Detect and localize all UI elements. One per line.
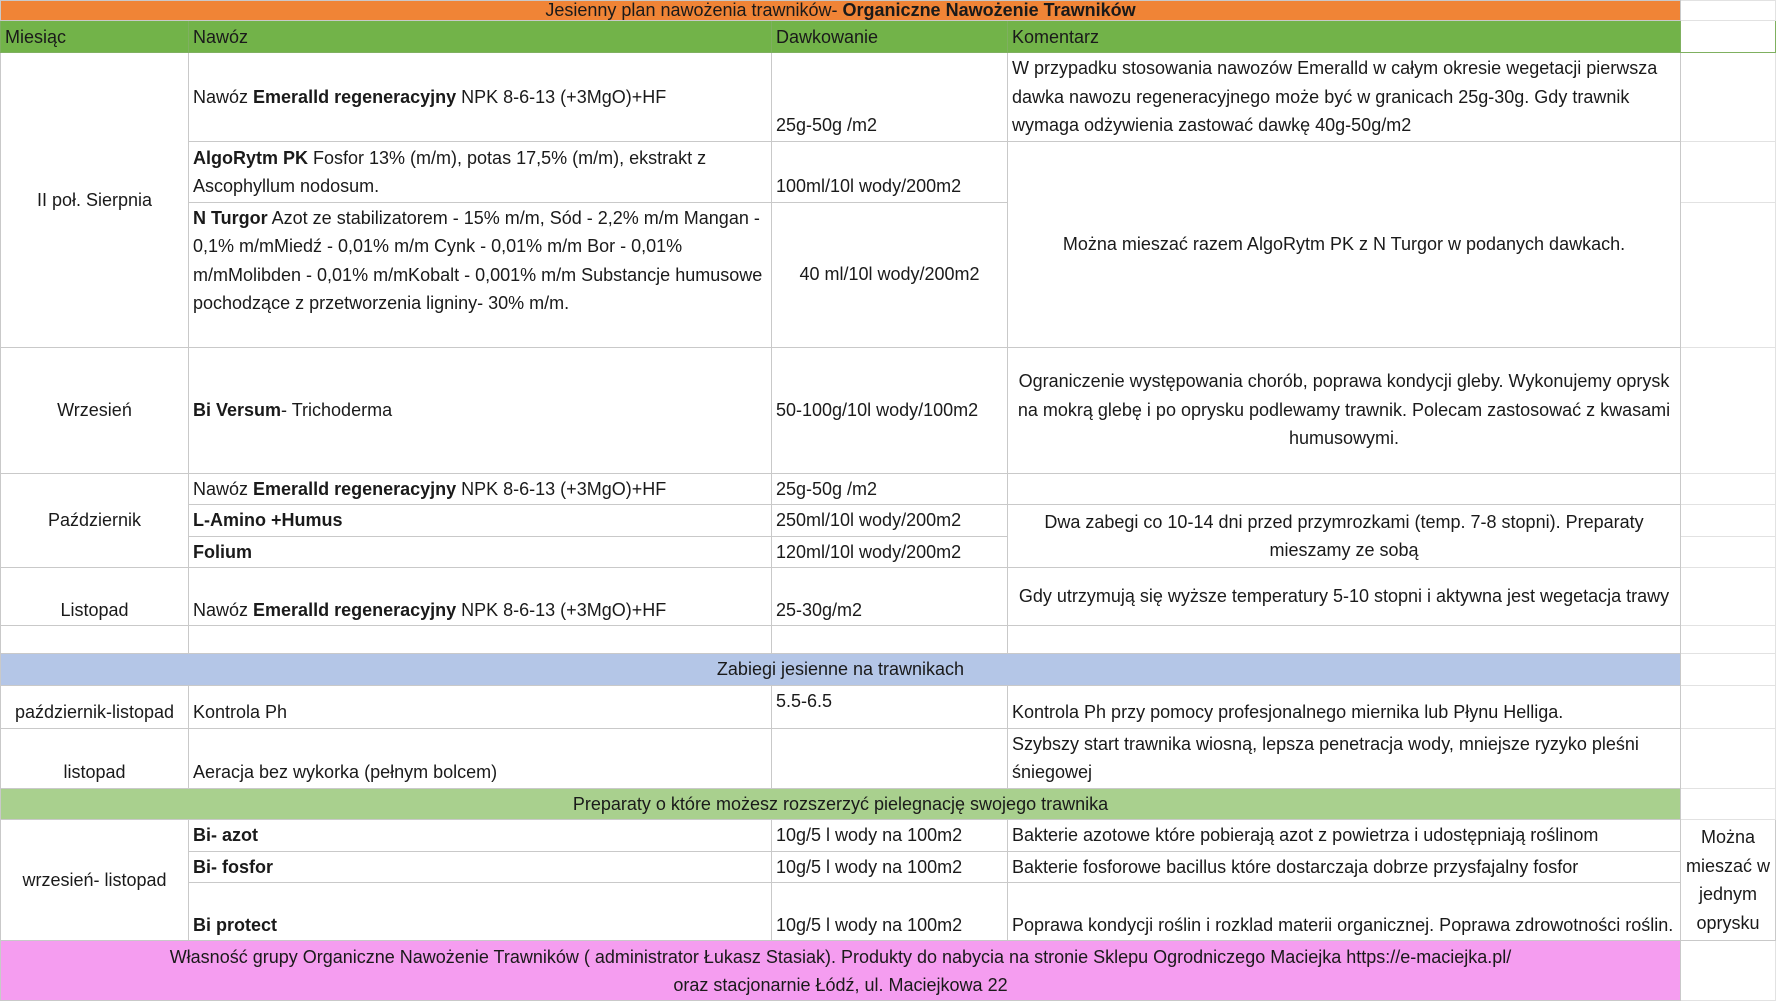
sheet-title[interactable]: Jesienny plan nawożenia trawników- Organiczne Nawożenie Trawników	[1, 1, 1681, 21]
fertilizer-cell[interactable]: Folium	[189, 536, 772, 568]
comment-cell[interactable]: Bakterie azotowe które pobierają azot z powietrza i udostępniają roślinom	[1008, 820, 1681, 852]
dose-cell[interactable]: 10g/5 l wody na 100m2	[772, 820, 1008, 852]
dose-cell[interactable]: 120ml/10l wody/200m2	[772, 536, 1008, 568]
month-cell[interactable]: Wrzesień	[1, 347, 189, 473]
empty-cell[interactable]	[1681, 941, 1776, 1001]
dose-cell[interactable]: 10g/5 l wody na 100m2	[772, 883, 1008, 941]
dose-cell[interactable]: 10g/5 l wody na 100m2	[772, 851, 1008, 883]
table-row	[1, 851, 1776, 883]
mix-note-cell[interactable]: Można mieszać w jednym oprysku	[1681, 820, 1776, 941]
fertilizer-cell[interactable]: Kontrola Ph	[189, 685, 772, 728]
empty-cell[interactable]	[1681, 536, 1776, 568]
empty-cell[interactable]	[1681, 347, 1776, 473]
footer-note[interactable]	[1, 941, 1681, 1001]
empty-cell[interactable]	[1681, 505, 1776, 537]
fertilizer-cell[interactable]: Nawóz Emeralld regeneracyjny NPK 8-6-13 (+3MgO)+HF	[189, 473, 772, 505]
section-title-autumn[interactable]: Zabiegi jesienne na trawnikach	[1, 654, 1681, 686]
fertilizer-cell[interactable]: Bi protect	[189, 883, 772, 941]
fertilizer-cell[interactable]: Nawóz Emeralld regeneracyjny NPK 8-6-13 (+3MgO)+HF	[189, 568, 772, 626]
comment-cell[interactable]: Gdy utrzymują się wyższe temperatury 5-10 stopni i aktywna jest wegetacja trawy	[1008, 568, 1681, 626]
footer-line-2: oraz stacjonarnie Łódź, ul. Maciejkowa 22	[673, 974, 1008, 995]
table-row	[1, 883, 1776, 941]
table-row	[1, 347, 1776, 473]
empty-cell[interactable]	[1681, 53, 1776, 142]
dose-cell[interactable]	[772, 728, 1008, 788]
dose-cell[interactable]: 250ml/10l wody/200m2	[772, 505, 1008, 537]
month-cell[interactable]: wrzesień- listopad	[1, 820, 189, 941]
dose-cell[interactable]: 100ml/10l wody/200m2	[772, 141, 1008, 202]
table-row	[1, 685, 1776, 728]
fertilizer-cell[interactable]: Bi- fosfor	[189, 851, 772, 883]
month-cell[interactable]: Październik	[1, 473, 189, 568]
month-cell[interactable]: II poł. Sierpnia	[1, 53, 189, 348]
fertilizer-cell[interactable]: Bi Versum- Trichoderma	[189, 347, 772, 473]
empty-cell[interactable]	[1681, 141, 1776, 202]
fertilizer-cell[interactable]: AlgoRytm PK Fosfor 13% (m/m), potas 17,5% (m/m), ekstrakt z Ascophyllum nodosum.	[189, 141, 772, 202]
comment-cell[interactable]: Dwa zabegi co 10-14 dni przed przymrozkami (temp. 7-8 stopni). Preparaty mieszamy ze sobą	[1008, 505, 1681, 568]
header-row	[1, 21, 1776, 53]
month-cell[interactable]: październik-listopad	[1, 685, 189, 728]
comment-cell[interactable]: Można mieszać razem AlgoRytm PK z N Turgor w podanych dawkach.	[1008, 141, 1681, 347]
dose-cell[interactable]: 5.5-6.5	[772, 685, 1008, 728]
header-month[interactable]: Miesiąc	[1, 21, 189, 53]
empty-cell[interactable]	[1008, 626, 1681, 654]
comment-cell[interactable]: Poprawa kondycji roślin i rozklad materii organicznej. Poprawa zdrowotności roślin.	[1008, 883, 1681, 941]
dose-cell[interactable]: 25g-50g /m2	[772, 473, 1008, 505]
fertilizer-cell[interactable]: Nawóz Emeralld regeneracyjny NPK 8-6-13 (+3MgO)+HF	[189, 53, 772, 142]
empty-cell[interactable]	[1681, 728, 1776, 788]
empty-cell[interactable]	[1681, 21, 1776, 53]
fertilizer-cell[interactable]: Aeracja bez wykorka (pełnym bolcem)	[189, 728, 772, 788]
empty-cell[interactable]	[1681, 685, 1776, 728]
table-row	[1, 53, 1776, 142]
comment-cell[interactable]: Ograniczenie występowania chorób, poprawa kondycji gleby. Wykonujemy oprysk na mokrą glebę i po oprysku podlewamy trawnik. Polecam zastosować z kwasami humusowymi.	[1008, 347, 1681, 473]
empty-cell[interactable]	[1681, 202, 1776, 347]
footer-line-1: Własność grupy Organiczne Nawożenie Trawników ( administrator Łukasz Stasiak). Produkty do nabycia na stronie Sklepu Ogrodniczego Maciejka https://e-maciejka.pl/	[169, 946, 1512, 967]
table-row	[1, 568, 1776, 626]
dose-cell[interactable]: 50-100g/10l wody/100m2	[772, 347, 1008, 473]
empty-row	[1, 626, 1776, 654]
comment-cell[interactable]	[1008, 473, 1681, 505]
empty-cell[interactable]	[1681, 1, 1776, 21]
comment-cell[interactable]: W przypadku stosowania nawozów Emeralld w całym okresie wegetacji pierwsza dawka nawozu regeneracyjnego może być w granicach 25g-30g. Gdy trawnik wymaga odżywienia zastować dawkę 40g-50g/m2	[1008, 53, 1681, 142]
header-fertilizer[interactable]: Nawóz	[189, 21, 772, 53]
header-comment[interactable]: Komentarz	[1008, 21, 1681, 53]
title-row	[1, 1, 1776, 21]
fertilizer-cell[interactable]: L-Amino +Humus	[189, 505, 772, 537]
fertilizer-cell[interactable]: N Turgor Azot ze stabilizatorem - 15% m/m, Sód - 2,2% m/m Mangan - 0,1% m/mMiedź - 0,01% m/m Cynk - 0,01% m/m Bor - 0,01% m/mMolibden - 0,01% m/mKobalt - 0,001% m/m Substancje humusowe pochodzące z przetworzenia ligniny- 30% m/m.	[189, 202, 772, 347]
empty-cell[interactable]	[1681, 473, 1776, 505]
table-row	[1, 728, 1776, 788]
comment-cell[interactable]: Kontrola Ph przy pomocy profesjonalnego miernika lub Płynu Helliga.	[1008, 685, 1681, 728]
empty-cell[interactable]	[772, 626, 1008, 654]
dose-cell[interactable]: 25-30g/m2	[772, 568, 1008, 626]
table-row	[1, 820, 1776, 852]
month-cell[interactable]: Listopad	[1, 568, 189, 626]
empty-cell[interactable]	[1, 626, 189, 654]
fertilizer-cell[interactable]: Bi- azot	[189, 820, 772, 852]
section-row	[1, 654, 1776, 686]
table-row	[1, 141, 1776, 202]
footer-row	[1, 941, 1776, 1001]
empty-cell[interactable]	[1681, 626, 1776, 654]
dose-cell[interactable]: 40 ml/10l wody/200m2	[772, 202, 1008, 347]
comment-cell[interactable]: Bakterie fosforowe bacillus które dostarczaja dobrze przysfajalny fosfor	[1008, 851, 1681, 883]
table-row	[1, 473, 1776, 505]
header-dose[interactable]: Dawkowanie	[772, 21, 1008, 53]
empty-cell[interactable]	[1681, 568, 1776, 626]
empty-cell[interactable]	[189, 626, 772, 654]
comment-cell[interactable]: Szybszy start trawnika wiosną, lepsza penetracja wody, mniejsze ryzyko pleśni śniegowej	[1008, 728, 1681, 788]
table-row	[1, 505, 1776, 537]
section-title-preparations[interactable]: Preparaty o które możesz rozszerzyć pielegnację swojego trawnika	[1, 788, 1681, 820]
section-row	[1, 788, 1776, 820]
dose-cell[interactable]: 25g-50g /m2	[772, 53, 1008, 142]
empty-cell[interactable]	[1681, 788, 1776, 820]
month-cell[interactable]: listopad	[1, 728, 189, 788]
empty-cell[interactable]	[1681, 654, 1776, 686]
